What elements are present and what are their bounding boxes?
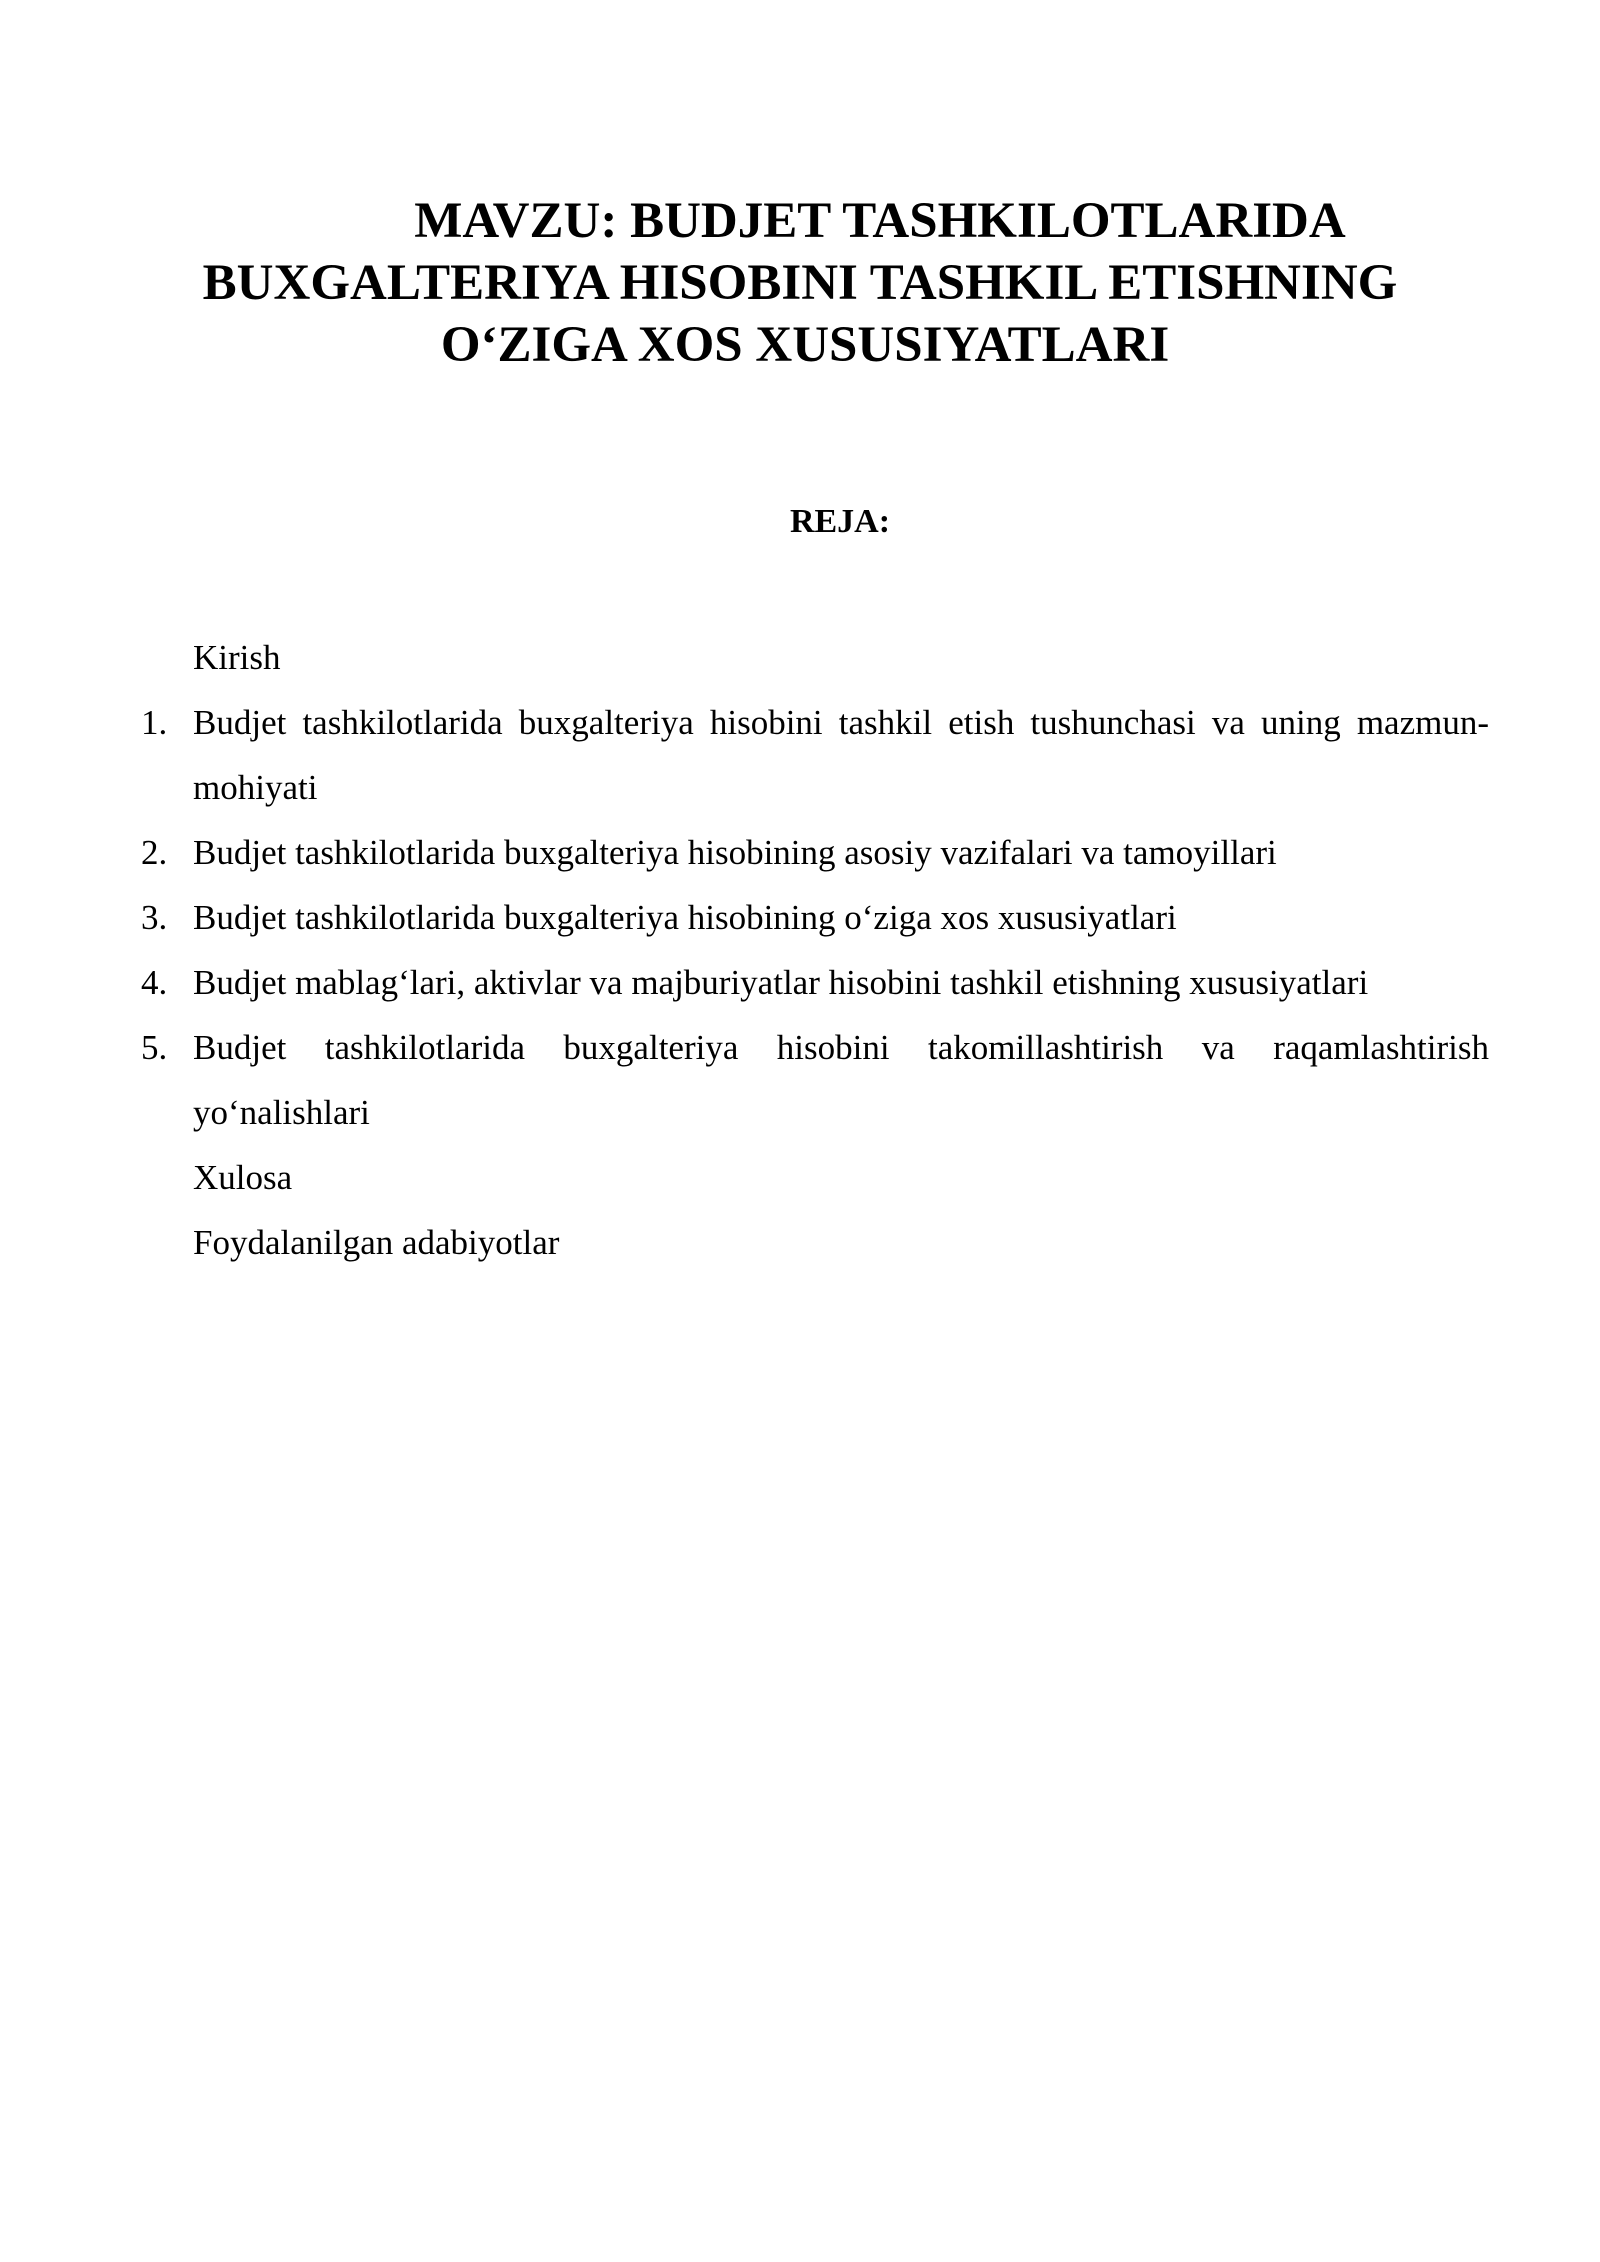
plan-item-text: Xulosa [193,1158,293,1197]
plan-item [141,820,1489,885]
plan-item-text: Budjet tashkilotlarida buxgalteriya hisobining asosiy vazifalari va tamoyillari [193,833,1277,872]
plan-item-text: Kirish [193,638,281,677]
plan-item-text: Budjet mablag‘lari, aktivlar va majburiyatlar hisobini tashkil etishning xususiyatlari [193,963,1369,1002]
plan-item-number: 1. [141,703,168,742]
plan-item-number: 4. [141,963,168,1002]
plan-item [193,625,1489,690]
title-line: MAVZU: BUDJET TASHKILOTLARIDA [414,193,1346,249]
title-line: BUXGALTERIYA HISOBINI TASHKIL ETISHNING [202,255,1398,311]
plan-item [193,1145,1489,1210]
plan-item [141,885,1489,950]
plan-item [141,1015,1489,1145]
plan-item-text: Budjet tashkilotlarida buxgalteriya hisobining o‘ziga xos xususiyatlari [193,898,1177,937]
plan-item [193,1210,1489,1275]
plan-item-text: Budjet tashkilotlarida buxgalteriya hisobini takomillashtirish va raqamlashtirish yo‘nalishlari [193,1028,1489,1132]
document-title [150,190,1450,376]
title-line: O‘ZIGA XOS XUSUSIYATLARI [440,317,1170,373]
plan-item-number: 5. [141,1028,168,1067]
plan-item [141,690,1489,820]
plan-heading: REJA: [789,503,891,540]
plan-item [141,950,1489,1015]
plan-item-number: 2. [141,833,168,872]
plan-list [141,625,1489,1275]
plan-item-text: Budjet tashkilotlarida buxgalteriya hisobini tashkil etish tushunchasi va uning mazmun-mohiyati [193,703,1489,807]
plan-item-text: Foydalanilgan adabiyotlar [193,1223,560,1262]
plan-item-number: 3. [141,898,168,937]
